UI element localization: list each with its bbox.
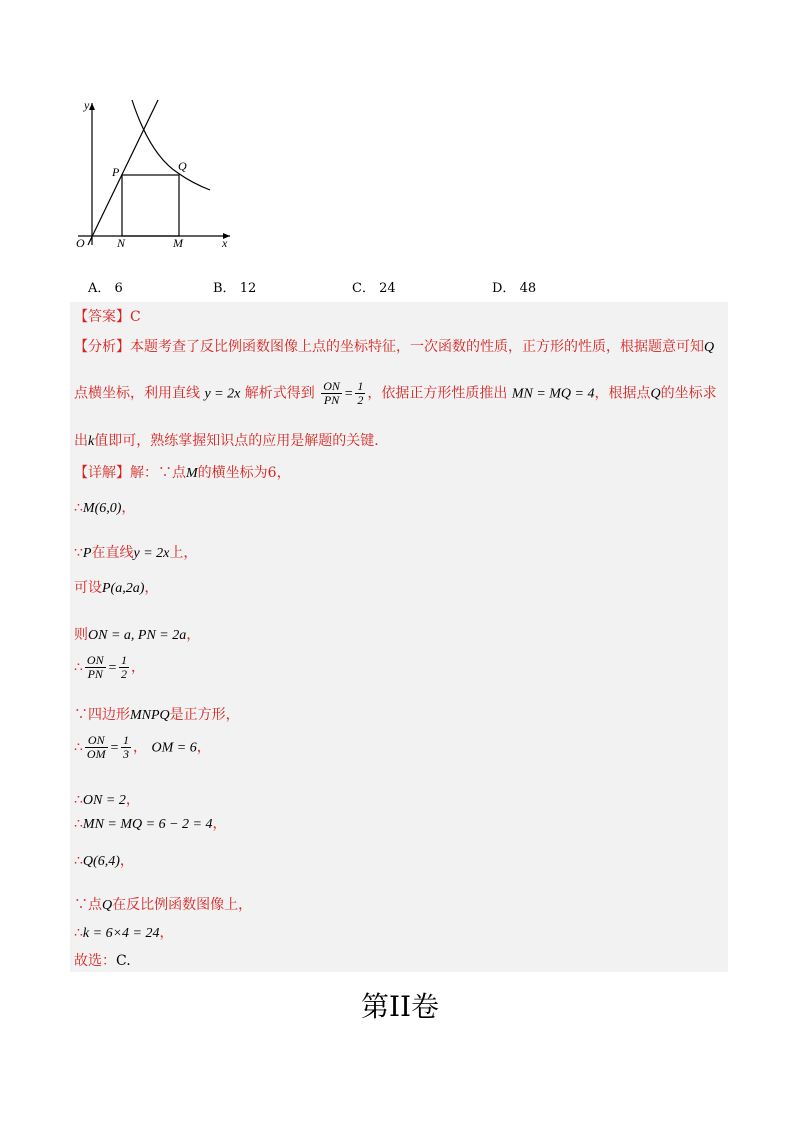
detail-line-2: ∴M(6,0)， xyxy=(74,500,136,516)
answer-line: 【答案】C xyxy=(74,309,141,325)
choice-d: D． 48 xyxy=(492,281,537,296)
label-p: P xyxy=(112,165,120,179)
label-q: Q xyxy=(178,159,187,173)
label-x: x xyxy=(222,236,228,250)
detail-line-14: 故选：C. xyxy=(74,953,131,969)
fraction-half: $\frac{1}{2}$ xyxy=(357,379,364,407)
detail-line-6: ∴ $\frac{ON}{PN}$ = $\frac{1}{2}$ ， xyxy=(74,653,146,681)
detail-line-13: ∴k = 6×4 = 24， xyxy=(74,925,174,941)
detail-line-10: ∴MN = MQ = 6 − 2 = 4， xyxy=(74,816,227,832)
square-mnpq xyxy=(122,175,179,236)
detail-line-1: 【详解】解：∵点M的横坐标为6， xyxy=(74,465,291,481)
hyperbola-curve xyxy=(132,100,210,190)
detail-line-8: ∴ $\frac{ON}{OM}$ = $\frac{1}{3}$ ， OM = 6， xyxy=(74,733,211,761)
label-y: y xyxy=(84,98,90,112)
detail-line-7: ∵四边形MNPQ是正方形， xyxy=(74,707,240,723)
choice-b: B． 12 xyxy=(213,281,257,296)
detail-line-9: ∴ON = 2， xyxy=(74,792,140,808)
fraction-third: $\frac{1}{3}$ xyxy=(123,733,130,761)
detail-line-12: ∵点Q在反比例函数图像上， xyxy=(74,897,253,913)
analysis-line-2: 点横坐标，利用直线 y = 2x 解析式得到 $\frac{ON}{PN}$ = $\frac{1}{2}$ ，依据正方形性质推出 MN = MQ = 4，根据点Q的坐标求 xyxy=(74,379,717,407)
detail-line-11: ∴Q(6,4)， xyxy=(74,853,134,869)
detail-line-4: 可设P(a,2a)， xyxy=(74,580,159,596)
label-o: O xyxy=(76,236,85,250)
analysis-line-1: 【分析】本题考查了反比例函数图像上点的坐标特征，一次函数的性质，正方形的性质，根据题意可知Q xyxy=(74,339,715,355)
label-m: M xyxy=(173,236,183,250)
fraction-on-pn: $\frac{ON}{PN}$ xyxy=(323,379,340,407)
detail-line-5: 则ON = a, PN = 2a， xyxy=(74,627,201,643)
section-title: 第II卷 xyxy=(360,990,440,1023)
solution-panel xyxy=(70,302,728,972)
choice-c: C． 24 xyxy=(352,281,396,296)
function-graph-figure xyxy=(70,95,240,255)
fraction-half-2: $\frac{1}{2}$ xyxy=(121,653,128,681)
y-axis-arrow xyxy=(89,103,95,110)
detail-line-3: ∵P在直线y = 2x上， xyxy=(74,545,198,561)
fraction-on-om: $\frac{ON}{OM}$ xyxy=(86,733,106,761)
analysis-line-3: 出k值即可，熟练掌握知识点的应用是解题的关键. xyxy=(74,433,379,449)
label-n: N xyxy=(117,236,126,250)
choice-a: A． 6 xyxy=(88,281,123,296)
fraction-on-pn-2: $\frac{ON}{PN}$ xyxy=(86,653,104,681)
line-y-2x xyxy=(88,100,158,245)
